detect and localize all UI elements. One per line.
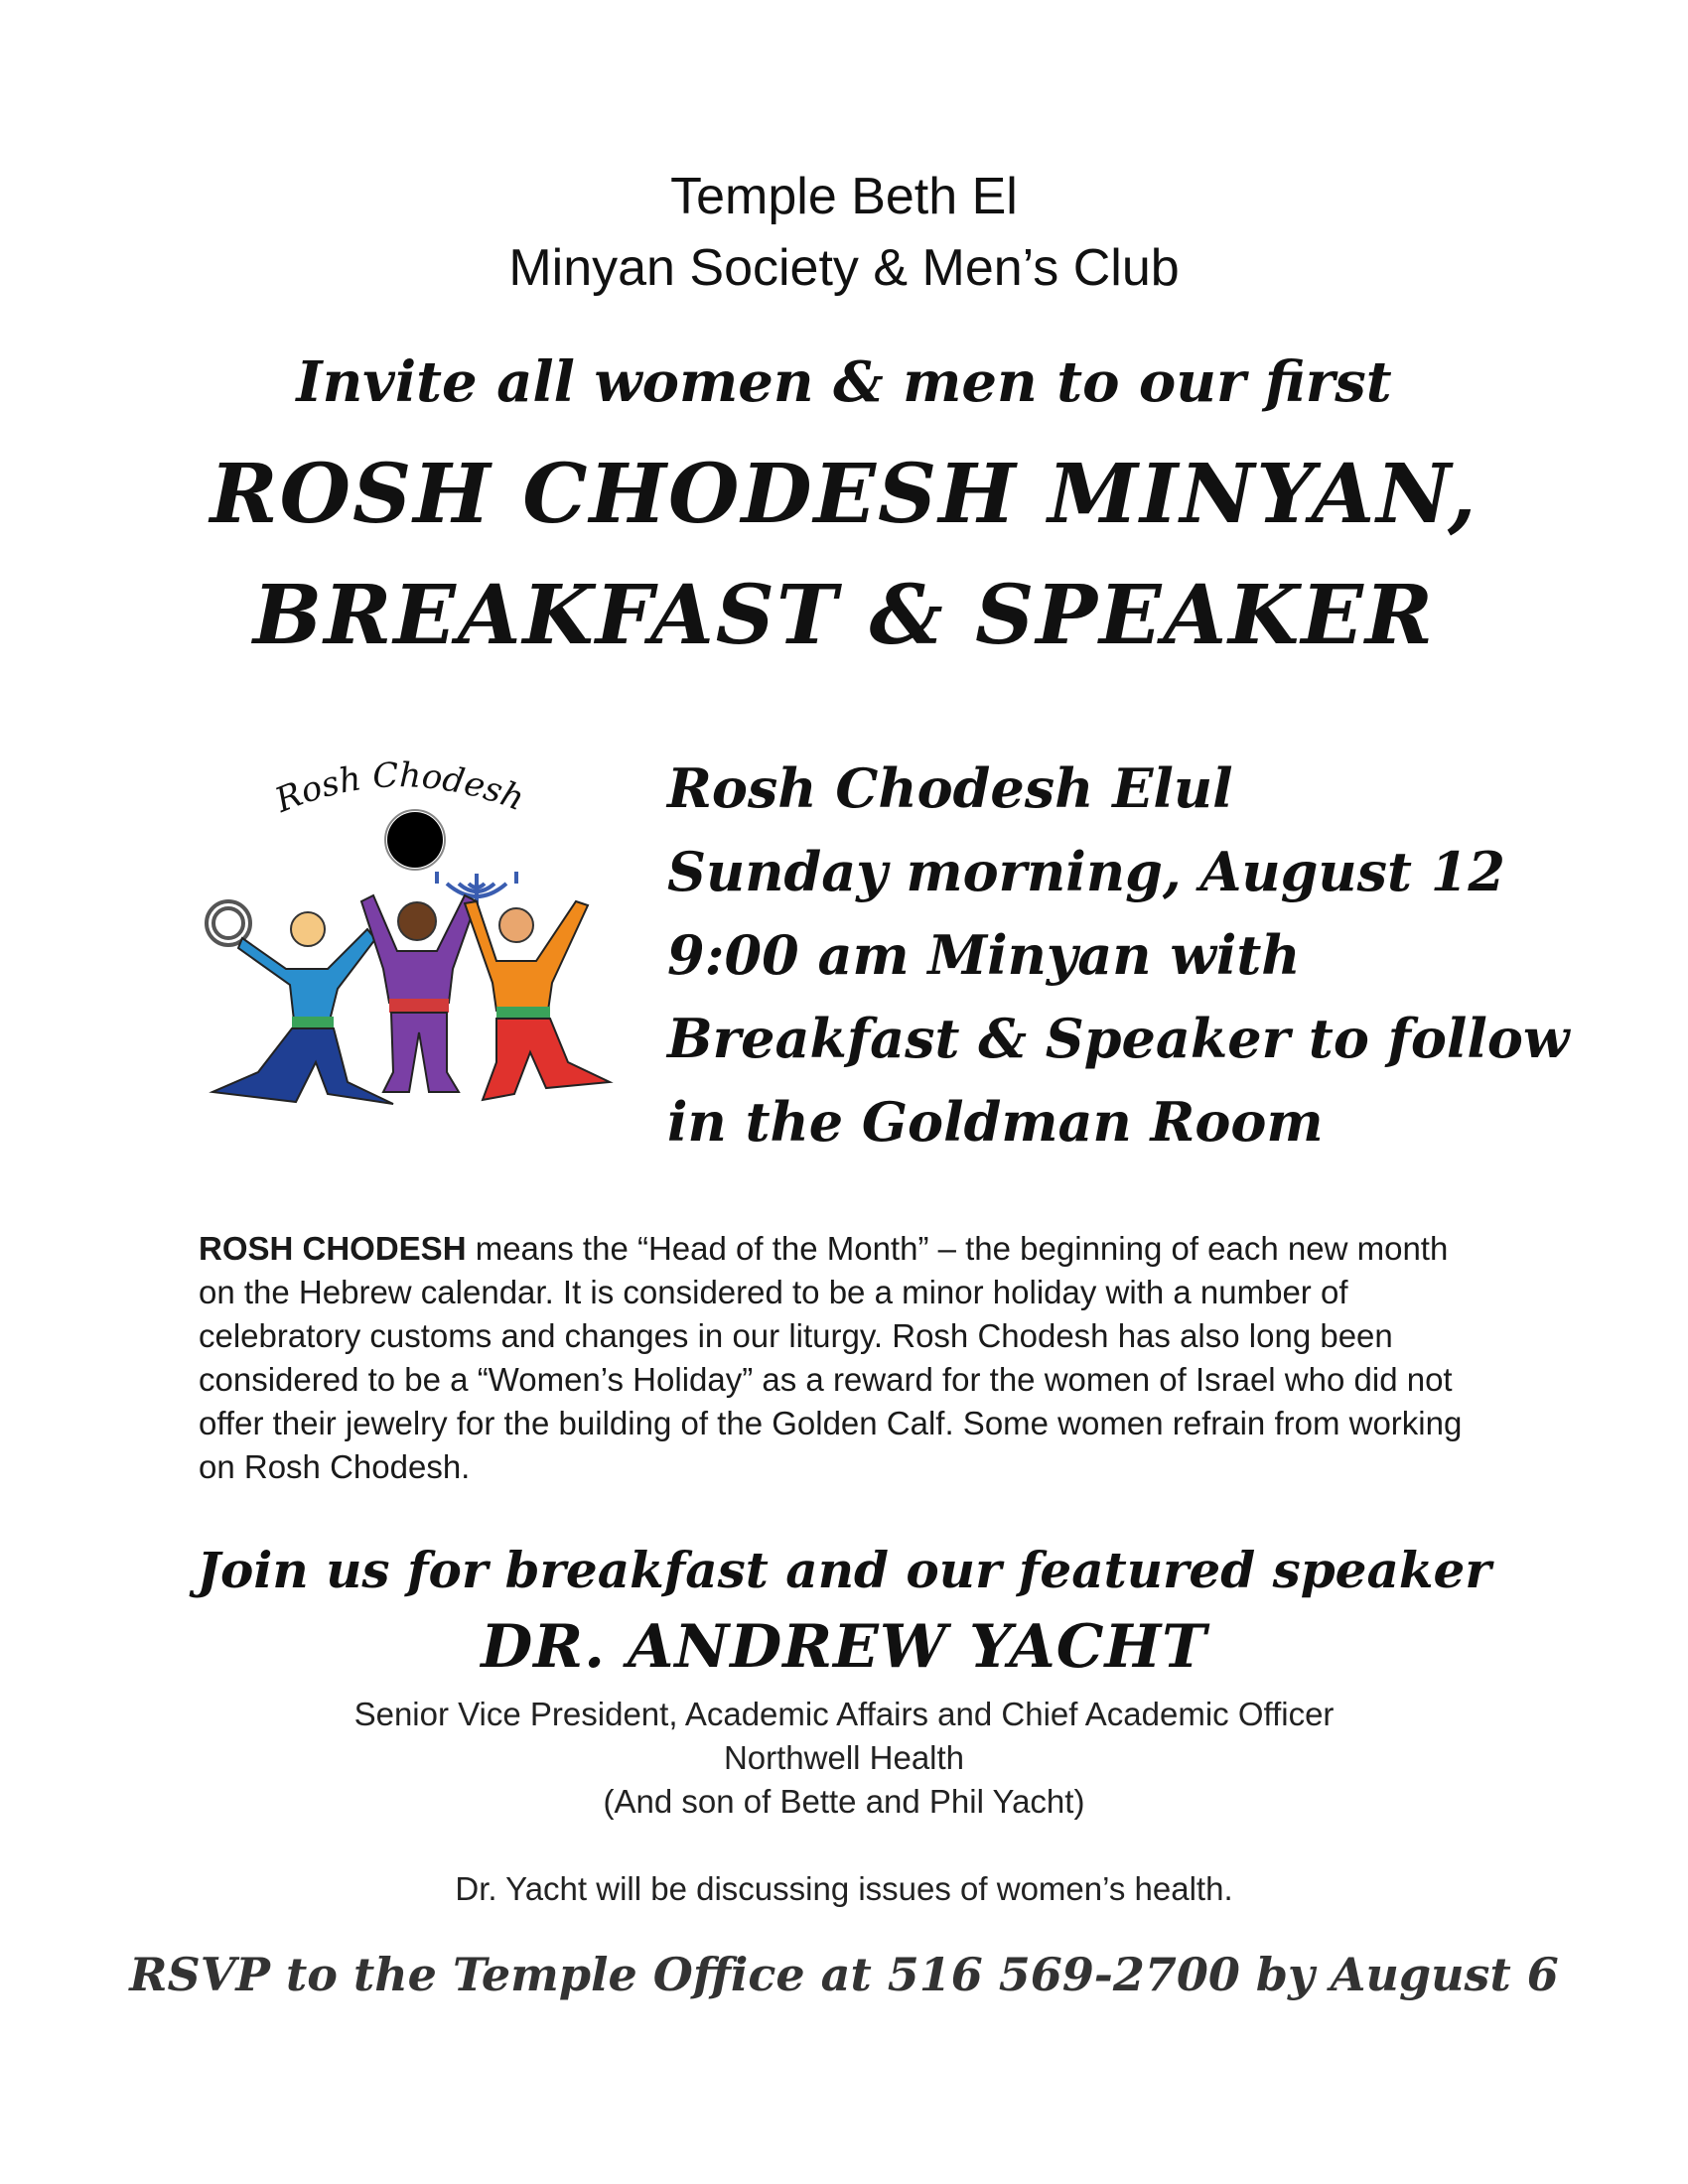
organization-subtitle: Minyan Society & Men’s Club <box>508 239 1180 297</box>
event-title-line-2: BREAKFAST & SPEAKER <box>252 568 1436 663</box>
rosh-chodesh-logo <box>199 735 635 1112</box>
event-detail-time: 9:00 am Minyan with <box>667 923 1301 987</box>
description-body: means the “Head of the Month” – the beginning of each new month on the Hebrew calendar. It is considered to be a minor holiday with a number of celebratory customs and changes in our liturgy. Rosh Chodesh has also long been considered to be a “Women’s Holiday” as a reward for the women of Israel who did not offer their jewelry for the building of the Golden Calf. Some women refrain from working on Rosh Chodesh. <box>199 1230 1463 1485</box>
organization-name: Temple Beth El <box>670 168 1018 225</box>
dancer-right <box>465 901 610 1100</box>
description-lead: ROSH CHODESH <box>199 1230 467 1267</box>
moon-icon <box>387 812 443 868</box>
speaker-title: Senior Vice President, Academic Affairs and Chief Academic Officer <box>353 1696 1335 1732</box>
event-detail-program: Breakfast & Speaker to follow <box>667 1007 1570 1070</box>
event-detail-occasion: Rosh Chodesh Elul <box>667 756 1233 820</box>
rosh-chodesh-description <box>199 1227 1489 1489</box>
event-detail-location: in the Goldman Room <box>667 1090 1324 1154</box>
rsvp-line: RSVP to the Temple Office at 516 569-2700 by August 6 <box>129 1948 1559 2001</box>
event-detail-date: Sunday morning, August 12 <box>667 840 1505 903</box>
speaker-family-note: (And son of Bette and Phil Yacht) <box>603 1783 1085 1820</box>
speaker-topic: Dr. Yacht will be discussing issues of women’s health. <box>455 1870 1233 1907</box>
logo-text: Rosh Chodesh <box>269 755 530 821</box>
speaker-organization: Northwell Health <box>723 1739 965 1776</box>
event-details <box>667 747 1660 1163</box>
dancer-middle <box>361 895 477 1092</box>
invite-line: Invite all women & men to our first <box>296 349 1392 415</box>
event-title-line-1: ROSH CHODESH MINYAN, <box>210 447 1478 542</box>
speaker-intro: Join us for breakfast and our featured speaker <box>197 1541 1491 1599</box>
speaker-name: DR. ANDREW YACHT <box>481 1612 1207 1682</box>
